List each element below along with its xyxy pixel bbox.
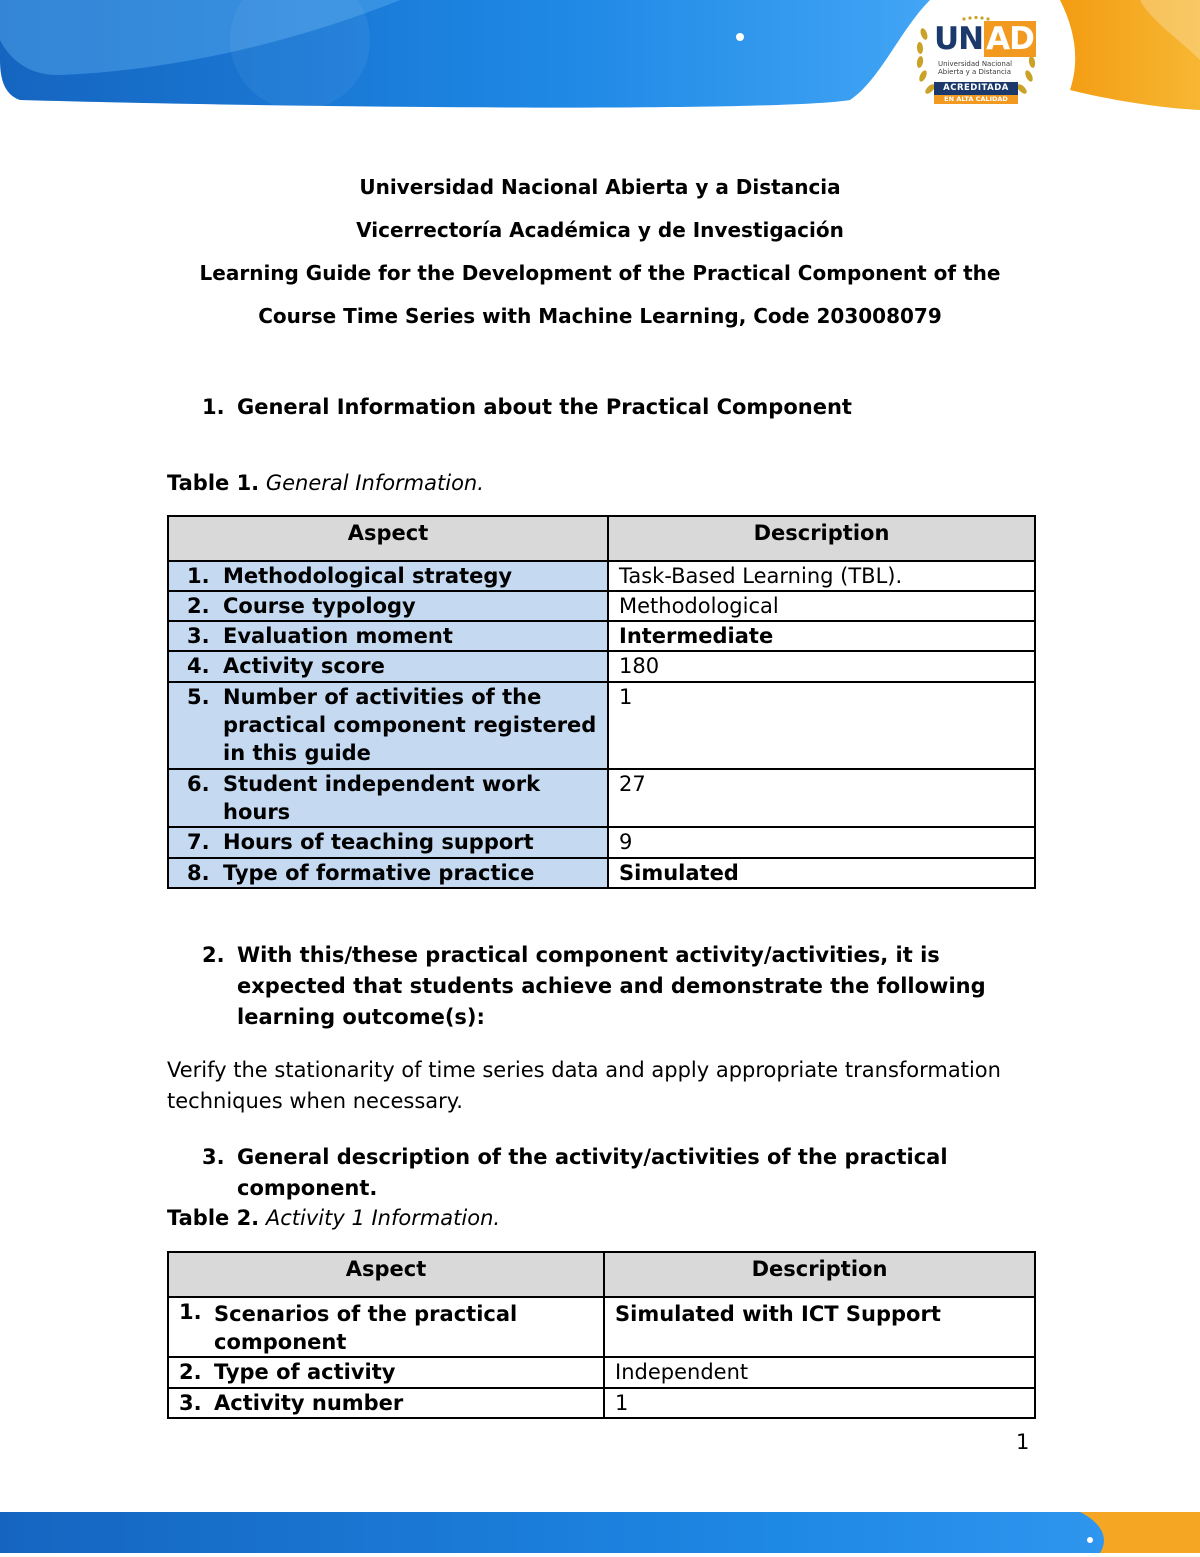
guide-title-line1: Learning Guide for the Development of the Practical Component of the xyxy=(199,261,1001,285)
aspect-cell xyxy=(168,858,608,888)
header-aspect: Aspect xyxy=(168,1252,604,1297)
description-value: Methodological xyxy=(619,594,779,618)
table-row xyxy=(168,1297,1035,1357)
aspect-cell xyxy=(168,651,608,682)
section-text: General Information about the Practical Component xyxy=(237,395,852,419)
description-cell xyxy=(608,827,1035,858)
learning-outcome-text: Verify the stationarity of time series data and apply appropriate transformation techniques when necessary. xyxy=(167,1058,1001,1113)
guide-title-line2: Course Time Series with Machine Learning, Code 203008079 xyxy=(258,304,942,328)
table-row xyxy=(168,621,1035,651)
aspect-label: Evaluation moment xyxy=(223,624,453,648)
aspect-cell xyxy=(168,1357,604,1388)
table-row xyxy=(168,827,1035,858)
table-row xyxy=(168,591,1035,621)
section-text: With this/these practical component activity/activities, it is expected that students achieve and demonstrate the following learning outcome(s): xyxy=(237,943,986,1029)
footer-banner xyxy=(0,1512,1200,1553)
description-value: Intermediate xyxy=(619,624,774,648)
document-title-block xyxy=(150,166,1050,338)
table-row xyxy=(168,561,1035,591)
aspect-label: Scenarios of the practical component xyxy=(214,1302,518,1354)
description-cell xyxy=(608,621,1035,651)
description-value: 180 xyxy=(619,654,660,678)
aspect-label: Hours of teaching support xyxy=(223,830,534,854)
description-value: Independent xyxy=(615,1360,749,1384)
row-number: 4. xyxy=(187,654,210,678)
description-cell xyxy=(608,591,1035,621)
aspect-cell xyxy=(168,1388,604,1418)
vice-rectorate: Vicerrectoría Académica y de Investigación xyxy=(356,218,844,242)
aspect-cell xyxy=(168,591,608,621)
section-number: 1. xyxy=(202,395,225,419)
description-cell xyxy=(604,1388,1035,1418)
logo-subtitle: Universidad Nacional Abierta y a Distancia xyxy=(938,60,1013,76)
aspect-cell xyxy=(168,827,608,858)
row-number: 3. xyxy=(187,624,210,648)
university-name: Universidad Nacional Abierta y a Distancia xyxy=(359,175,841,199)
description-cell xyxy=(608,651,1035,682)
aspect-cell xyxy=(168,561,608,591)
aspect-label: Activity score xyxy=(223,654,385,678)
table-row xyxy=(168,858,1035,888)
header-description: Description xyxy=(604,1252,1035,1297)
aspect-label: Student independent work hours xyxy=(223,772,541,824)
header-aspect: Aspect xyxy=(168,516,608,561)
caption-label: Table 2. xyxy=(167,1206,260,1230)
table-row xyxy=(168,769,1035,827)
row-number: 3. xyxy=(179,1391,202,1415)
aspect-cell xyxy=(168,769,608,827)
description-value: 1 xyxy=(615,1391,629,1415)
description-cell xyxy=(608,858,1035,888)
table-row xyxy=(168,651,1035,682)
aspect-cell xyxy=(168,682,608,769)
table-header-row xyxy=(168,1252,1035,1297)
aspect-cell xyxy=(168,621,608,651)
table-row xyxy=(168,682,1035,769)
header-banner xyxy=(0,0,1200,115)
description-cell xyxy=(608,769,1035,827)
aspect-label: Methodological strategy xyxy=(223,564,513,588)
description-value: 9 xyxy=(619,830,633,854)
general-information-table xyxy=(167,515,1036,889)
description-value: Simulated xyxy=(619,861,739,885)
caption-text: Activity 1 Information. xyxy=(265,1206,501,1230)
row-number: 2. xyxy=(179,1360,202,1384)
caption-text: General Information. xyxy=(265,471,484,495)
row-number: 1. xyxy=(179,1300,202,1324)
aspect-label: Activity number xyxy=(214,1391,404,1415)
aspect-cell xyxy=(168,1297,604,1357)
table-2-caption xyxy=(167,1204,500,1232)
unad-logo xyxy=(912,14,1040,106)
aspect-label: Type of formative practice xyxy=(223,861,535,885)
description-value: 27 xyxy=(619,772,646,796)
row-number: 7. xyxy=(187,830,210,854)
header-description: Description xyxy=(608,516,1035,561)
description-value: Simulated with ICT Support xyxy=(615,1302,941,1326)
row-number: 5. xyxy=(187,685,210,709)
row-number: 1. xyxy=(187,564,210,588)
row-number: 8. xyxy=(187,861,210,885)
logo-wordmark: UNAD xyxy=(934,21,1034,57)
description-cell xyxy=(608,682,1035,769)
description-cell xyxy=(604,1297,1035,1357)
logo-badge: ACREDITADA xyxy=(934,82,1018,95)
page-number: 1 xyxy=(1016,1430,1030,1454)
description-cell xyxy=(608,561,1035,591)
table-header-row xyxy=(168,516,1035,561)
aspect-label: Type of activity xyxy=(214,1360,396,1384)
footer-wave-graphic xyxy=(0,1512,1200,1553)
description-value: Task-Based Learning (TBL). xyxy=(619,564,903,588)
description-value: 1 xyxy=(619,685,633,709)
activity-information-table xyxy=(167,1251,1036,1419)
table-row xyxy=(168,1357,1035,1388)
aspect-label: Course typology xyxy=(223,594,416,618)
table-row xyxy=(168,1388,1035,1418)
section-number: 3. xyxy=(202,1145,225,1169)
caption-label: Table 1. xyxy=(167,471,260,495)
description-cell xyxy=(604,1357,1035,1388)
row-number: 2. xyxy=(187,594,210,618)
logo-badge-sub: EN ALTA CALIDAD xyxy=(934,95,1018,104)
table-1-caption xyxy=(167,469,484,497)
aspect-label: Number of activities of the practical component registered in this guide xyxy=(223,685,597,765)
row-number: 6. xyxy=(187,772,210,796)
section-text: General description of the activity/activities of the practical component. xyxy=(237,1145,948,1200)
section-number: 2. xyxy=(202,943,225,967)
